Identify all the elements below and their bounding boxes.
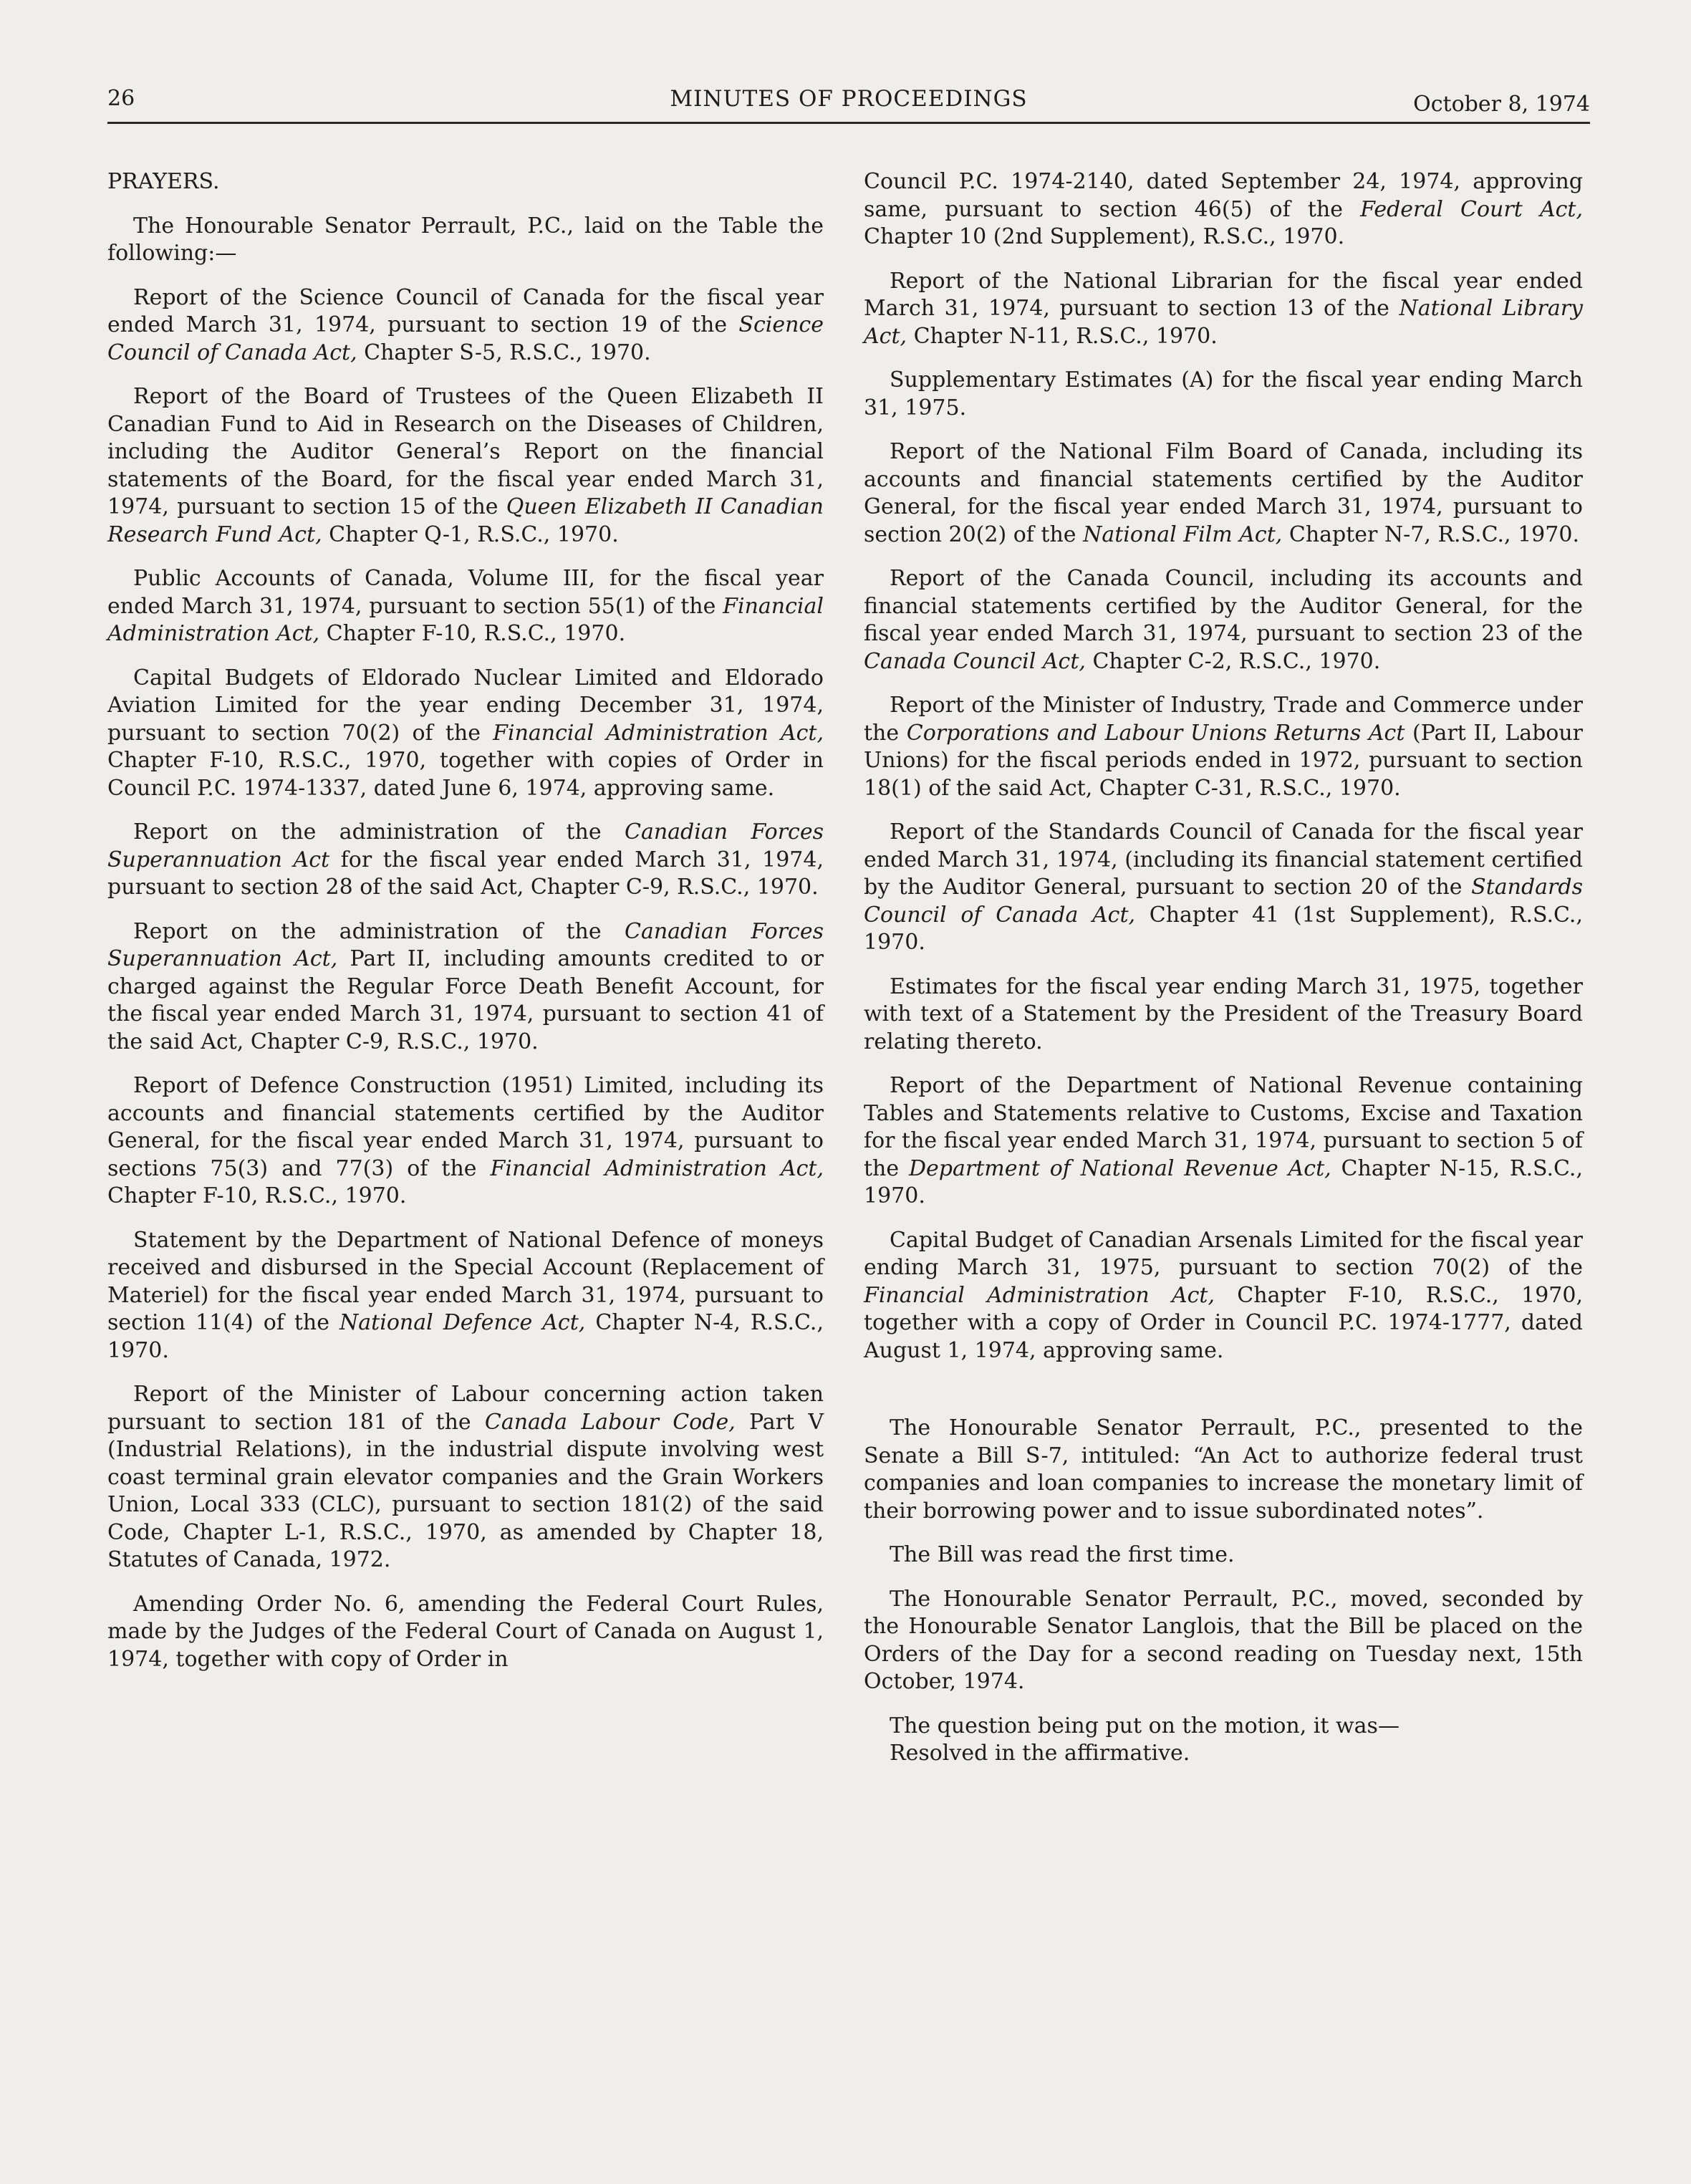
document-entry: Report of the National Film Board of Canada, including its accounts and financial statements certified by the Auditor General, for the fiscal year ended March 31, 1974, pursuant to section 20(2) of the National Film Act, Chapter N-7, R.S.C., 1970. <box>864 439 1583 547</box>
document-entry: Statement by the Department of National Defence of moneys received and disbursed in the Special Account (Replacement of Materiel) for the fiscal year ended March 31, 1974, pursuant to section 11(4) of the National Defence Act, Chapter N-4, R.S.C., 1970. <box>107 1227 824 1363</box>
motion-second-reading: The Honourable Senator Perrault, P.C., moved, seconded by the Honourable Senator Langlois, that the Bill be placed on the Orders of the Day for a second reading on Tuesday next, 15th October, 1974. <box>864 1586 1583 1694</box>
page-header <box>107 80 1590 124</box>
document-entry: Public Accounts of Canada, Volume III, for the fiscal year ended March 31, 1974, pursuant to section 55(1) of the Financial Administration Act, Chapter F-10, R.S.C., 1970. <box>107 566 824 646</box>
document-entry: Report of the Board of Trustees of the Queen Elizabeth II Canadian Fund to Aid in Research on the Diseases of Children, including the Auditor General’s Report on the financial statements of the Board, for the fiscal year ended March 31, 1974, pursuant to section 15 of the Queen Elizabeth II Canadian Research Fund Act, Chapter Q-1, R.S.C., 1970. <box>107 384 824 547</box>
document-entry: Report of Defence Construction (1951) Limited, including its accounts and financial statements certified by the Auditor General, for the fiscal year ended March 31, 1974, pursuant to sections 75(3) and 77(3) of the Financial Administration Act, Chapter F-10, R.S.C., 1970. <box>107 1073 824 1208</box>
bill-presentation: The Honourable Senator Perrault, P.C., presented to the Senate a Bill S-7, intituled: “An Act to authorize federal trust companies and loan companies to increase the monetary limit of their borrowing power and to issue subordinated notes”. <box>864 1415 1583 1524</box>
document-entry: Report of the Science Council of Canada for the fiscal year ended March 31, 1974, pursuant to section 19 of the Science Council of Canada Act, Chapter S-5, R.S.C., 1970. <box>107 284 824 365</box>
resolved-affirmative: Resolved in the affirmative. <box>890 1741 1190 1766</box>
document-entry: Report of the Department of National Revenue containing Tables and Statements relative to Customs, Excise and Taxation for the fiscal year ended March 31, 1974, pursuant to section 5 of the Department of National Revenue Act, Chapter N-15, R.S.C., 1970. <box>864 1073 1583 1208</box>
document-entry: Report of the Standards Council of Canada for the fiscal year ended March 31, 1974, (including its financial statement certified by the Auditor General, pursuant to section 20 of the Standards Council of Canada Act, Chapter 41 (1st Supplement), R.S.C., 1970. <box>864 819 1583 955</box>
first-reading: The Bill was read the first time. <box>890 1542 1235 1567</box>
document-entry: Capital Budget of Canadian Arsenals Limited for the fiscal year ending March 31, 1975, pursuant to section 70(2) of the Financial Administration Act, Chapter F-10, R.S.C., 1970, together with a copy of Order in Council P.C. 1974-1777, dated August 1, 1974, approving same. <box>864 1227 1583 1363</box>
page-number: 26 <box>107 86 135 111</box>
document-entry: Report on the administration of the Canadian Forces Superannuation Act, Part II, including amounts credited to or charged against the Regular Force Death Benefit Account, for the fiscal year ended March 31, 1974, pursuant to section 41 of the said Act, Chapter C-9, R.S.C., 1970. <box>107 918 824 1054</box>
left-column <box>107 168 824 1673</box>
document-entry-continued: Council P.C. 1974-2140, dated September 24, 1974, approving same, pursuant to section 46(5) of the Federal Court Act, Chapter 10 (2nd Supplement), R.S.C., 1970. <box>864 169 1584 249</box>
document-entry: Amending Order No. 6, amending the Federal Court Rules, made by the Judges of the Federal Court of Canada on August 1, 1974, together with copy of Order in <box>107 1591 824 1672</box>
document-entry: Report of the Canada Council, including its accounts and financial statements certified by the Auditor General, for the fiscal year ended March 31, 1974, pursuant to section 23 of the Canada Council Act, Chapter C-2, R.S.C., 1970. <box>864 566 1583 674</box>
page-date: October 8, 1974 <box>1413 92 1590 117</box>
right-column <box>864 168 1583 1768</box>
page-title: MINUTES OF PROCEEDINGS <box>670 86 1028 112</box>
tabled-intro: The Honourable Senator Perrault, P.C., laid on the Table the following:— <box>107 213 824 266</box>
document-entry: Supplementary Estimates (A) for the fiscal year ending March 31, 1975. <box>864 367 1583 420</box>
document-entry: Report on the administration of the Canadian Forces Superannuation Act for the fiscal year ended March 31, 1974, pursuant to section 28 of the said Act, Chapter C-9, R.S.C., 1970. <box>107 819 824 900</box>
prayers-heading: PRAYERS. <box>107 169 220 194</box>
document-entry: Capital Budgets of Eldorado Nuclear Limited and Eldorado Aviation Limited for the year ending December 31, 1974, pursuant to section 70(2) of the Financial Administration Act, Chapter F-10, R.S.C., 1970, together with copies of Order in Council P.C. 1974-1337, dated June 6, 1974, approving same. <box>107 665 824 801</box>
question-put: The question being put on the motion, it was— <box>890 1713 1399 1738</box>
document-entry: Estimates for the fiscal year ending March 31, 1975, together with text of a Statement by the President of the Treasury Board relating thereto. <box>864 973 1583 1054</box>
document-entry: Report of the Minister of Industry, Trade and Commerce under the Corporations and Labour Unions Returns Act (Part II, Labour Unions) for the fiscal periods ended in 1972, pursuant to section 18(1) of the said Act, Chapter C-31, R.S.C., 1970. <box>864 693 1584 801</box>
document-entry: Report of the Minister of Labour concerning action taken pursuant to section 181 of the Canada Labour Code, Part V (Industrial Relations), in the industrial dispute involving west coast terminal grain elevator companies and the Grain Workers Union, Local 333 (CLC), pursuant to section 181(2) of the said Code, Chapter L-1, R.S.C., 1970, as amended by Chapter 18, Statutes of Canada, 1972. <box>107 1382 824 1572</box>
motion-resolution <box>864 1713 1583 1768</box>
document-entry: Report of the National Librarian for the fiscal year ended March 31, 1974, pursuant to section 13 of the National Library Act, Chapter N-11, R.S.C., 1970. <box>864 268 1584 349</box>
